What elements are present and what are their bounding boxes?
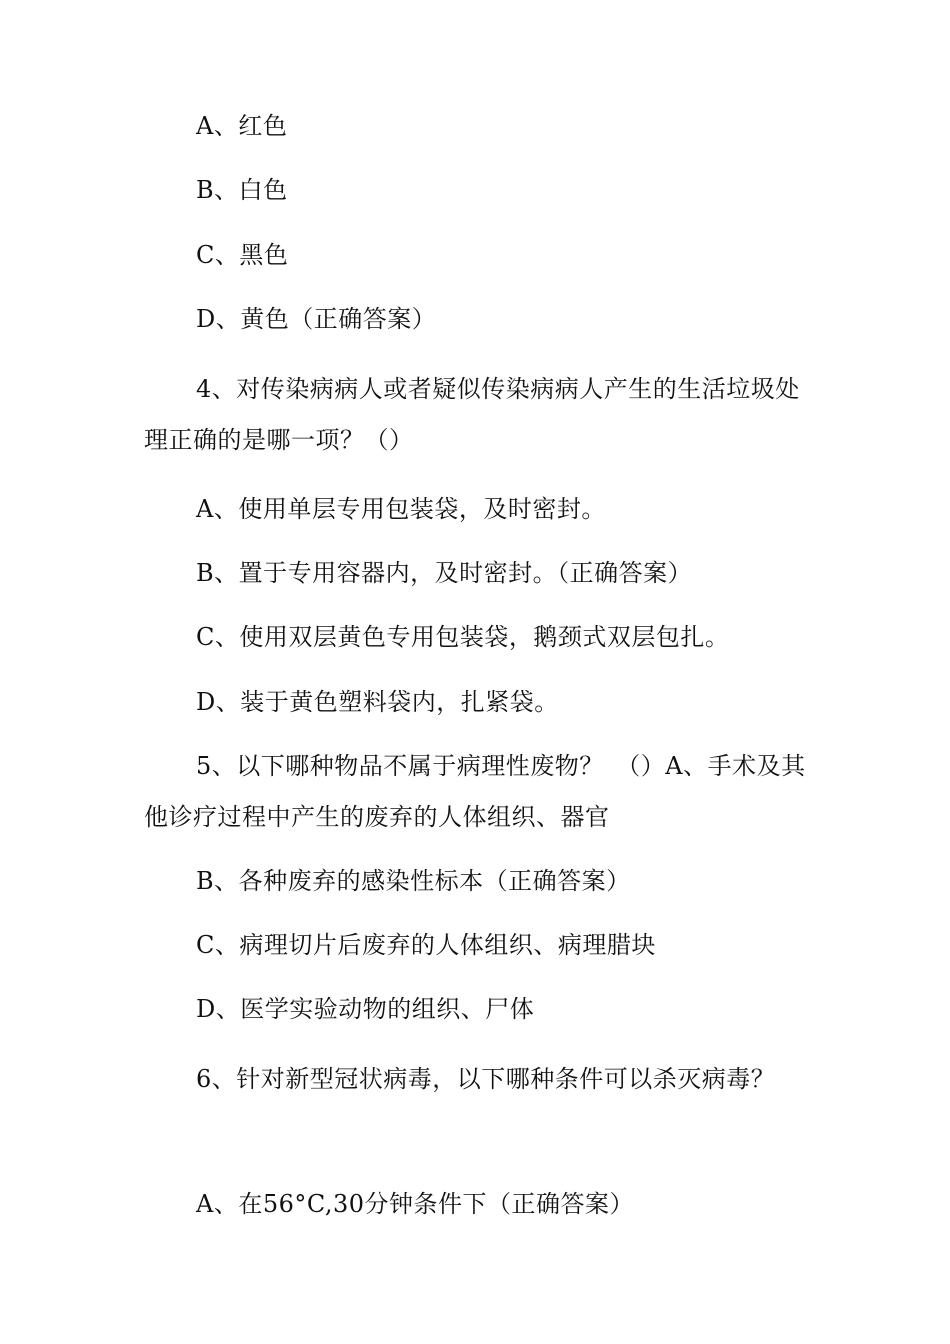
option-4a: A、使用单层专用包装袋，及时密封。 <box>196 495 606 523</box>
option-5d: D、医学实验动物的组织、尸体 <box>196 995 535 1023</box>
option-4d: D、装于黄色塑料袋内，扎紧袋。 <box>196 688 559 716</box>
option-3b: B、白色 <box>196 176 288 204</box>
option-4c: C、使用双层黄色专用包装袋，鹅颈式双层包扎。 <box>196 623 730 651</box>
question-4-line-2: 理正确的是哪一项？（） <box>144 426 414 454</box>
question-5-line-1: 5、以下哪种物品不属于病理性废物？ （）A、手术及其 <box>196 752 806 780</box>
option-3c: C、黑色 <box>196 241 289 269</box>
option-4b: B、置于专用容器内，及时密封。（正确答案） <box>196 559 693 587</box>
option-3d: D、黄色（正确答案） <box>196 305 437 333</box>
question-4-line-1: 4、对传染病病人或者疑似传染病病人产生的生活垃圾处 <box>196 375 800 403</box>
option-6a: A、在56°C,30分钟条件下（正确答案） <box>196 1190 635 1218</box>
question-6: 6、针对新型冠状病毒，以下哪种条件可以杀灭病毒？ <box>196 1065 776 1093</box>
option-5c: C、病理切片后废弃的人体组织、病理腊块 <box>196 931 656 959</box>
option-3a: A、红色 <box>196 112 288 140</box>
option-5b: B、各种废弃的感染性标本（正确答案） <box>196 867 631 895</box>
question-5-line-2: 他诊疗过程中产生的废弃的人体组织、器官 <box>144 803 610 831</box>
